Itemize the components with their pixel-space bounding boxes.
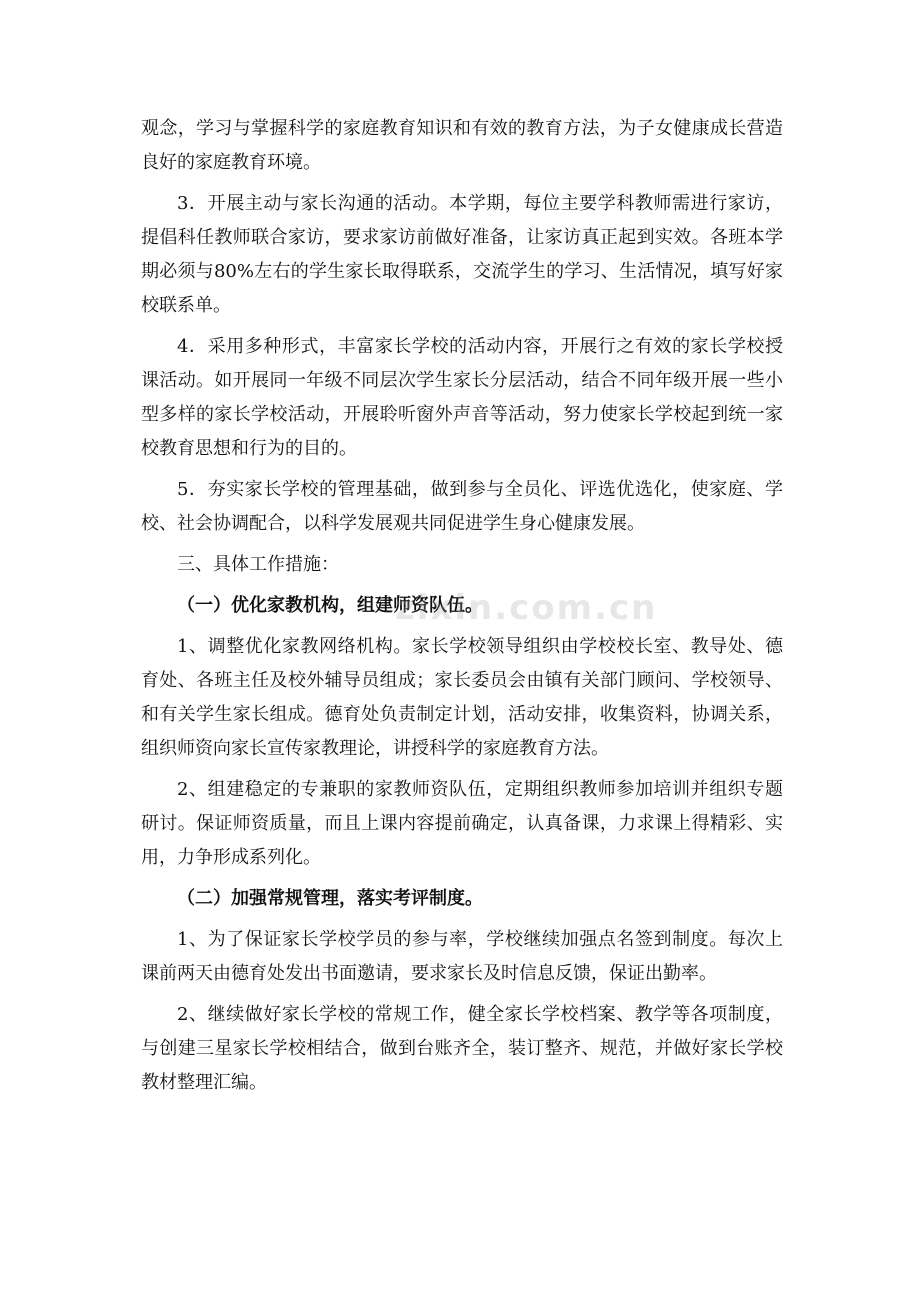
text-line: 用，力争形成系列化。 xyxy=(141,847,321,868)
text-line: 校、社会协调配合，以科学发展观共同促进学生身心健康发展。 xyxy=(141,513,645,534)
text-line: 与创建三星家长学校相结合，做到台账齐全，装订整齐、规范，并做好家长学校 xyxy=(141,1038,783,1059)
text-line: 1、为了保证家长学校学员的参与率，学校继续加强点名签到制度。每次上 xyxy=(177,929,783,950)
text-line: 2、继续做好家长学校的常规工作，健全家长学校档案、教学等各项制度， xyxy=(177,1004,783,1025)
text-line: 课活动。如开展同一年级不同层次学生家长分层活动，结合不同年级开展一些小 xyxy=(141,370,783,391)
text-line: 3．开展主动与家长沟通的活动。本学期，每位主要学科教师需进行家访， xyxy=(177,193,783,214)
paragraph-item-4 xyxy=(141,330,783,466)
text-line: 育处、各班主任及校外辅导员组成；家长委员会由镇有关部门顾问、学校领导、 xyxy=(141,670,783,691)
section-heading-measures xyxy=(141,548,783,582)
text-line: 1、调整优化家教网络机构。家长学校领导组织由学校校长室、教导处、德 xyxy=(177,636,783,657)
text-line: 课前两天由德育处发出书面邀请，要求家长及时信息反馈，保证出勤率。 xyxy=(141,963,717,984)
text-line: 校教育思想和行为的目的。 xyxy=(141,438,357,459)
text-line: 校联系单。 xyxy=(141,295,231,316)
paragraph-measure-2-2 xyxy=(141,998,783,1100)
paragraph-intro-continuation xyxy=(141,112,783,180)
text-line: 4．采用多种形式，丰富家长学校的活动内容，开展行之有效的家长学校授 xyxy=(177,336,783,357)
paragraph-measure-1-2 xyxy=(141,773,783,875)
text-line: 良好的家庭教育环境。 xyxy=(141,152,321,173)
subsection-title: （一）优化家教机构，组建师资队伍。 xyxy=(177,595,483,616)
section-title: 三、具体工作措施： xyxy=(177,554,339,575)
text-line: 提倡科任教师联合家访，要求家访前做好准备，让家访真正起到实效。各班本学 xyxy=(141,227,783,248)
subsection-heading-2 xyxy=(141,882,783,916)
text-line: 2、组建稳定的专兼职的家教师资队伍，定期组织教师参加培训并组织专题 xyxy=(177,779,783,800)
subsection-title: （二）加强常规管理，落实考评制度。 xyxy=(177,888,483,909)
text-line: 和有关学生家长组成。德育处负责制定计划，活动安排，收集资料，协调关系， xyxy=(141,704,783,725)
text-line: 观念，学习与掌握科学的家庭教育知识和有效的教育方法，为子女健康成长营造 xyxy=(141,118,783,139)
text-line: 期必须与80%左右的学生家长取得联系，交流学生的学习、生活情况，填写好家 xyxy=(141,261,783,282)
text-line: 研讨。保证师资质量，而且上课内容提前确定，认真备课，力求课上得精彩、实 xyxy=(141,813,783,834)
paragraph-measure-2-1 xyxy=(141,923,783,991)
text-line: 5．夯实家长学校的管理基础，做到参与全员化、评选优选化，使家庭、学 xyxy=(177,479,783,500)
paragraph-item-5 xyxy=(141,473,783,541)
text-line: 教材整理汇编。 xyxy=(141,1072,267,1093)
text-line: 组织师资向家长宣传家教理论，讲授科学的家庭教育方法。 xyxy=(141,738,609,759)
text-line: 型多样的家长学校活动，开展聆听窗外声音等活动，努力使家长学校起到统一家 xyxy=(141,404,783,425)
paragraph-measure-1-1 xyxy=(141,630,783,766)
watermark-text: zixin.com.cn xyxy=(395,588,658,628)
paragraph-item-3 xyxy=(141,187,783,323)
